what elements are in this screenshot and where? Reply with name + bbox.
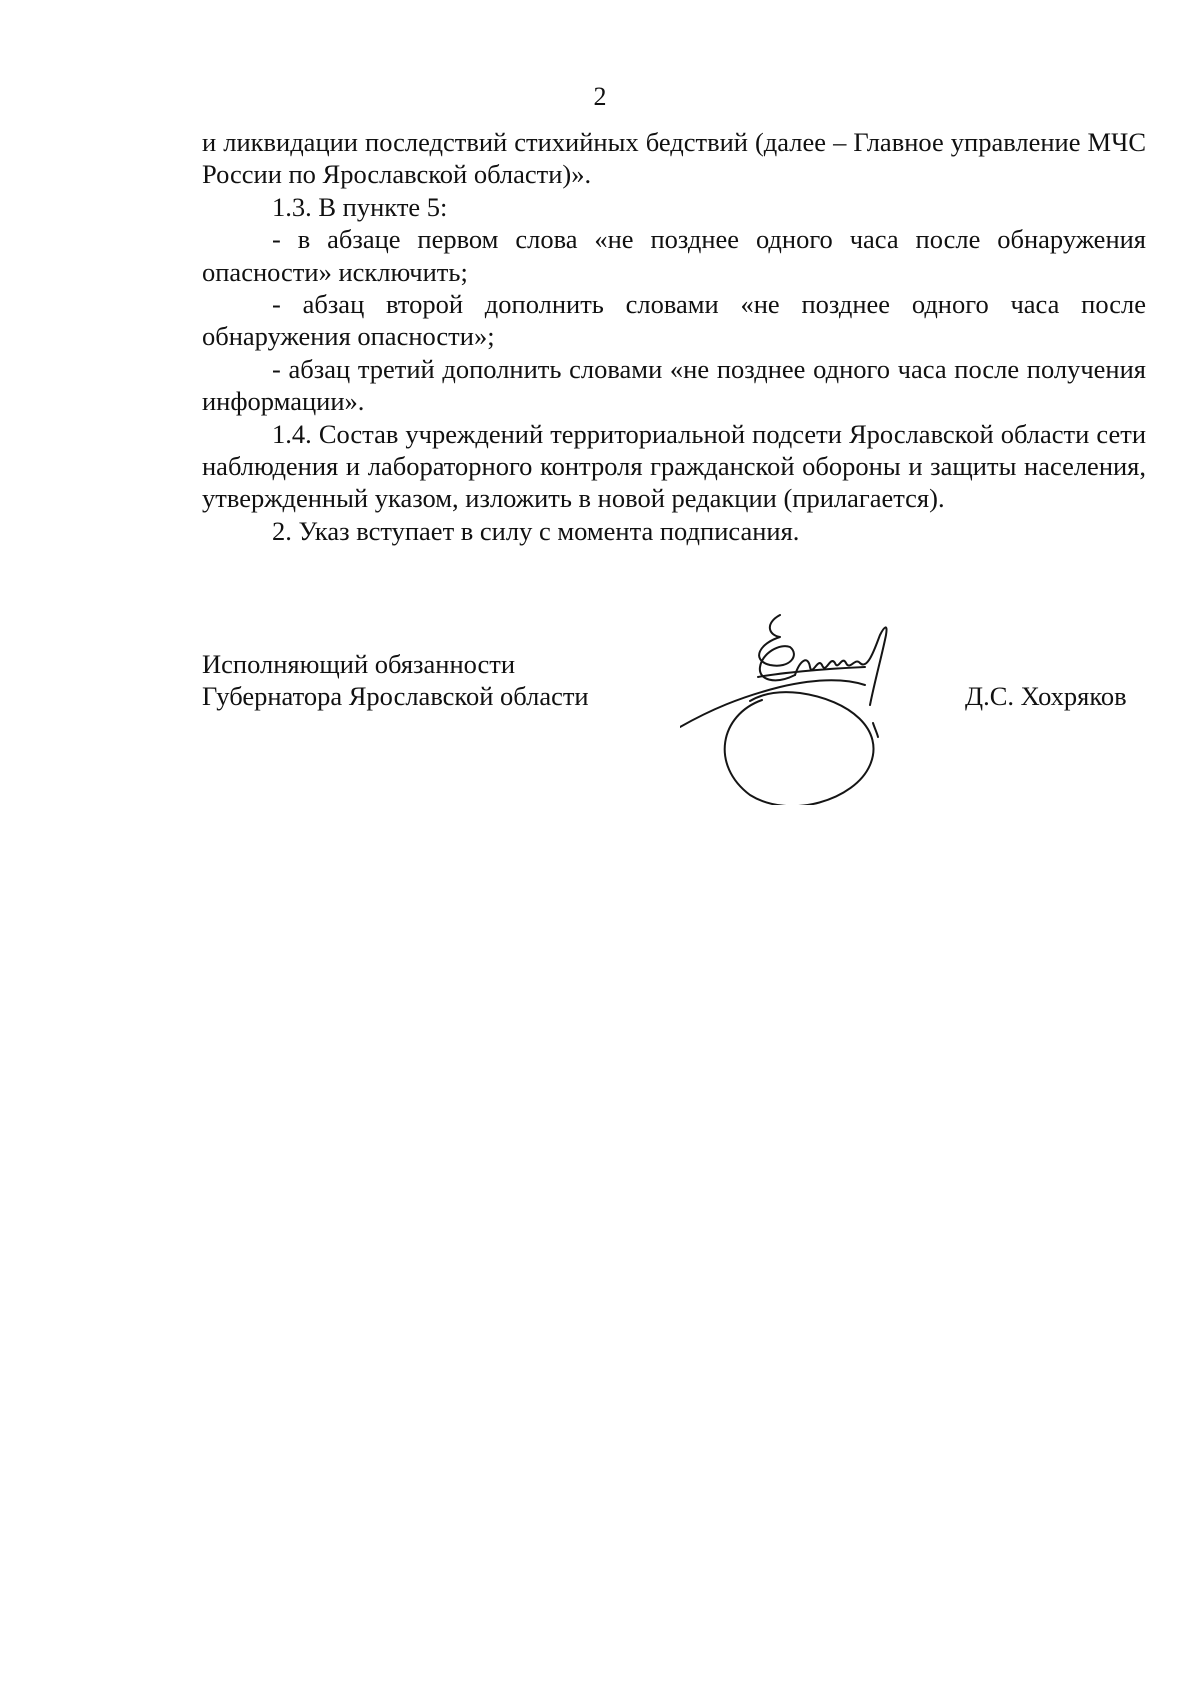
signatory-position-line-2: Губернатора Ярославской области — [202, 681, 589, 712]
paragraph-item-second: - абзац второй дополнить словами «не позднее одного часа после обнаружения опасности»; — [202, 289, 1146, 352]
paragraph-item-first: - в абзаце первом слова «не позднее одного часа после обнаружения опасности» исключить; — [202, 224, 1146, 287]
document-body — [202, 126, 1146, 547]
paragraph-clause-2: 2. Указ вступает в силу с момента подписания. — [272, 515, 800, 546]
page-number: 2 — [593, 82, 607, 111]
paragraph-clause-1-3: 1.3. В пункте 5: — [272, 191, 448, 222]
signatory-name: Д.С. Хохряков — [965, 681, 1127, 711]
paragraph-clause-1-4: 1.4. Состав учреждений территориальной подсети Ярославской области сети наблюдения и лабораторного контроля гражданской обороны и защиты населения, утвержденный указом, изложить в новой редакции (прилагается). — [202, 418, 1146, 514]
signatory-position-line-1: Исполняющий обязанности — [202, 649, 516, 679]
paragraph-item-third: - абзац третий дополнить словами «не позднее одного часа после получения информации». — [202, 353, 1146, 417]
signatory-position — [202, 648, 589, 713]
handwritten-signature-icon — [680, 605, 940, 805]
paragraph-continuation: и ликвидации последствий стихийных бедствий (далее – Главное управление МЧС России по Ярославской области)». — [202, 127, 1146, 190]
